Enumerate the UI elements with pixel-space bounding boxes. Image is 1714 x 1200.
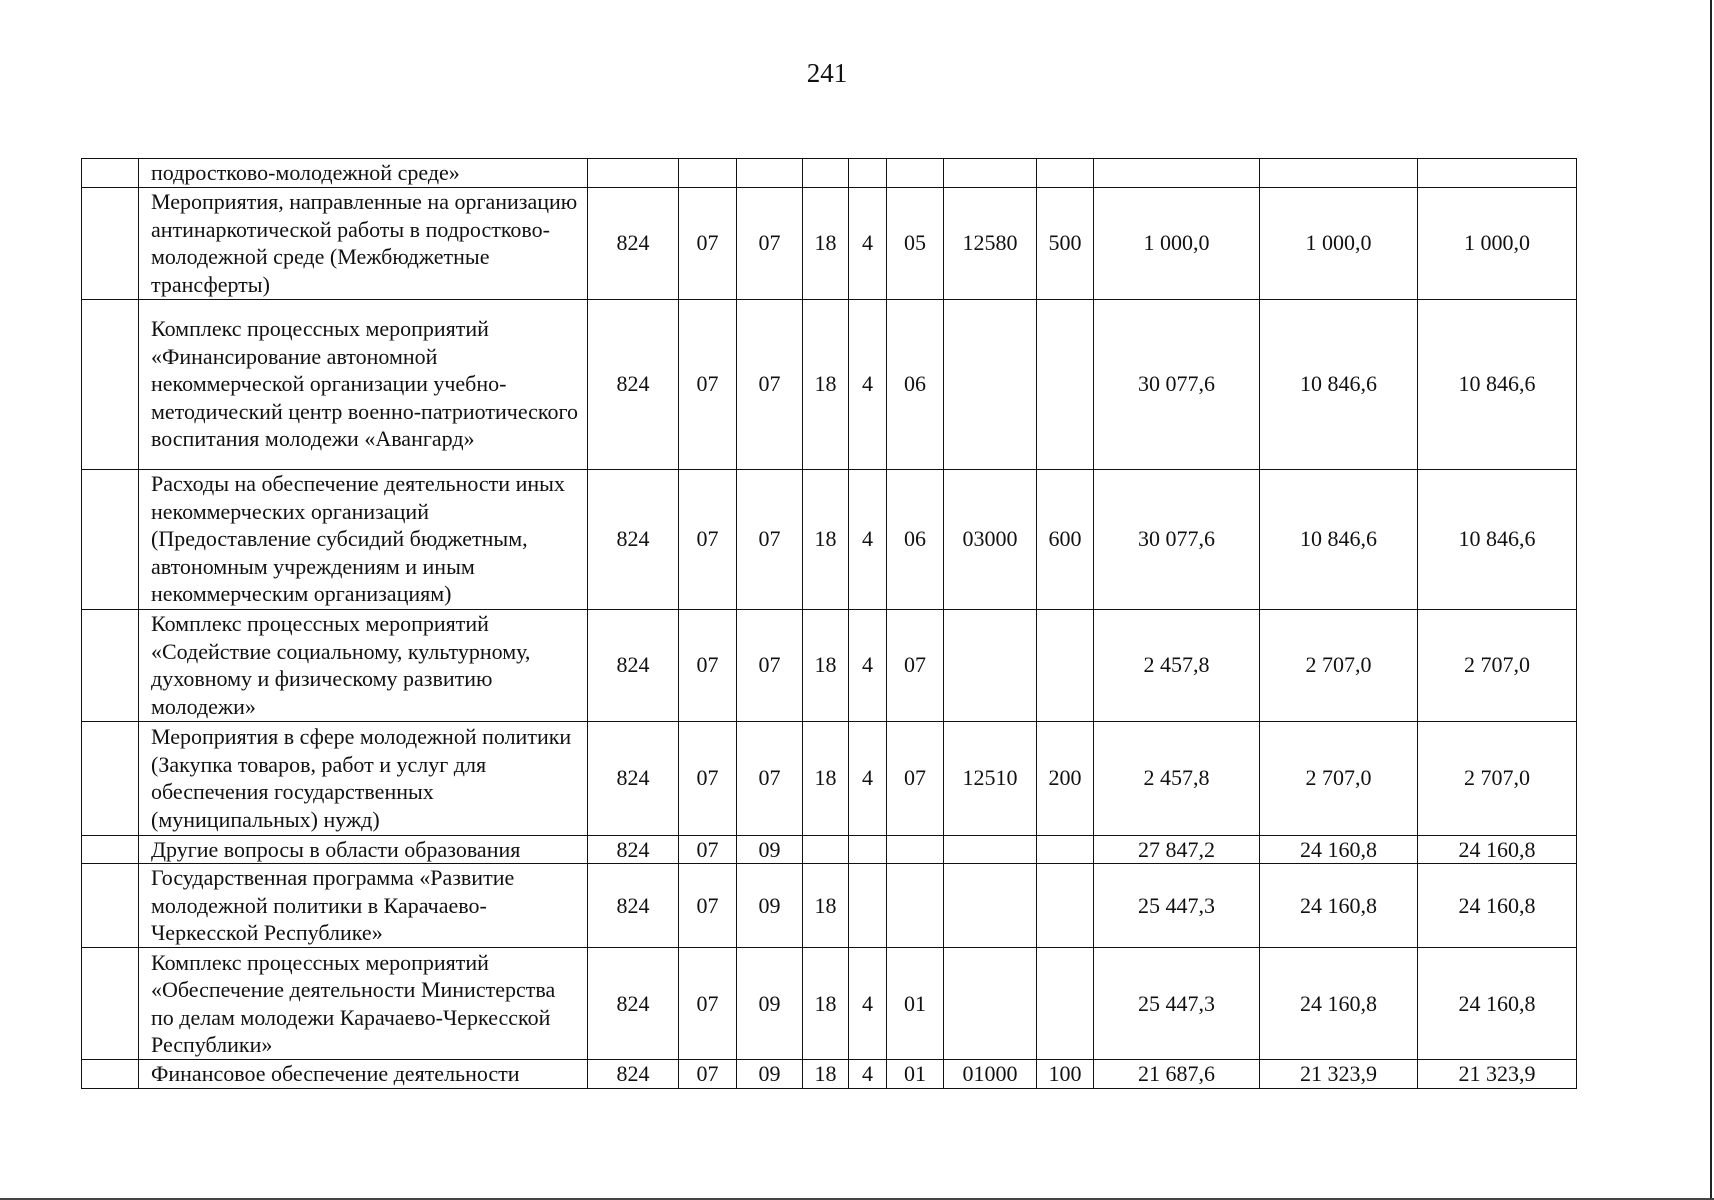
code-direction: 12580 bbox=[944, 187, 1037, 299]
code-subsection: 07 bbox=[737, 469, 803, 609]
table-row bbox=[82, 299, 1577, 469]
code-program: 18 bbox=[803, 864, 849, 948]
budget-table bbox=[81, 158, 1577, 1089]
code-subsection bbox=[737, 159, 803, 188]
code-ministry: 824 bbox=[588, 721, 679, 835]
code-direction: 12510 bbox=[944, 721, 1037, 835]
amount-year-1: 2 457,8 bbox=[1094, 721, 1260, 835]
row-name: Мероприятия, направленные на организацию антинаркотической работы в подростково-молодежной среде (Межбюджетные трансферты) bbox=[139, 187, 588, 299]
row-number-cell bbox=[82, 1060, 139, 1089]
code-program: 18 bbox=[803, 299, 849, 469]
code-ministry: 824 bbox=[588, 864, 679, 948]
amount-year-2: 10 846,6 bbox=[1260, 299, 1418, 469]
table-row bbox=[82, 835, 1577, 864]
amount-year-1: 25 447,3 bbox=[1094, 948, 1260, 1060]
row-name: Расходы на обеспечение деятельности иных некоммерческих организаций (Предоставление субсидий бюджетным, автономным учреждениям и иным некоммерческим организациям) bbox=[139, 469, 588, 609]
code-subprogram bbox=[849, 864, 887, 948]
code-expense-type: 100 bbox=[1037, 1060, 1094, 1089]
amount-year-2: 24 160,8 bbox=[1260, 948, 1418, 1060]
amount-year-2: 24 160,8 bbox=[1260, 835, 1418, 864]
code-direction bbox=[944, 609, 1037, 721]
code-activity: 05 bbox=[887, 187, 944, 299]
code-subprogram: 4 bbox=[849, 469, 887, 609]
code-ministry: 824 bbox=[588, 609, 679, 721]
code-program: 18 bbox=[803, 469, 849, 609]
code-expense-type bbox=[1037, 159, 1094, 188]
code-direction bbox=[944, 299, 1037, 469]
code-program bbox=[803, 835, 849, 864]
code-subsection: 07 bbox=[737, 299, 803, 469]
row-number-cell bbox=[82, 609, 139, 721]
amount-year-3: 1 000,0 bbox=[1418, 187, 1577, 299]
code-ministry bbox=[588, 159, 679, 188]
code-program: 18 bbox=[803, 721, 849, 835]
table-row bbox=[82, 721, 1577, 835]
row-number-cell bbox=[82, 159, 139, 188]
amount-year-1: 30 077,6 bbox=[1094, 469, 1260, 609]
row-name: Другие вопросы в области образования bbox=[139, 835, 588, 864]
amount-year-3 bbox=[1418, 159, 1577, 188]
code-ministry: 824 bbox=[588, 1060, 679, 1089]
table-row bbox=[82, 1060, 1577, 1089]
code-expense-type: 500 bbox=[1037, 187, 1094, 299]
code-activity: 06 bbox=[887, 469, 944, 609]
code-subprogram: 4 bbox=[849, 299, 887, 469]
code-subsection: 09 bbox=[737, 864, 803, 948]
code-expense-type: 200 bbox=[1037, 721, 1094, 835]
row-name: Комплекс процессных мероприятий «Обеспечение деятельности Министерства по делам молодежи Карачаево-Черкесской Республики» bbox=[139, 948, 588, 1060]
code-direction bbox=[944, 835, 1037, 864]
code-program: 18 bbox=[803, 609, 849, 721]
row-name: Финансовое обеспечение деятельности bbox=[139, 1060, 588, 1089]
page-number: 241 bbox=[806, 58, 848, 88]
code-activity bbox=[887, 864, 944, 948]
code-subsection: 07 bbox=[737, 609, 803, 721]
code-program: 18 bbox=[803, 1060, 849, 1089]
table-row bbox=[82, 469, 1577, 609]
table-row bbox=[82, 864, 1577, 948]
code-section: 07 bbox=[679, 609, 737, 721]
code-activity: 07 bbox=[887, 721, 944, 835]
amount-year-2: 10 846,6 bbox=[1260, 469, 1418, 609]
code-activity: 01 bbox=[887, 1060, 944, 1089]
code-expense-type bbox=[1037, 948, 1094, 1060]
code-section: 07 bbox=[679, 299, 737, 469]
code-subprogram: 4 bbox=[849, 187, 887, 299]
code-section: 07 bbox=[679, 469, 737, 609]
code-section: 07 bbox=[679, 835, 737, 864]
code-subsection: 07 bbox=[737, 187, 803, 299]
code-program bbox=[803, 159, 849, 188]
code-direction bbox=[944, 864, 1037, 948]
row-name: Государственная программа «Развитие молодежной политики в Карачаево-Черкесской Республике» bbox=[139, 864, 588, 948]
code-section: 07 bbox=[679, 948, 737, 1060]
row-number-cell bbox=[82, 864, 139, 948]
row-name: Комплекс процессных мероприятий «Содействие социальному, культурному, духовному и физическому развитию молодежи» bbox=[139, 609, 588, 721]
amount-year-1 bbox=[1094, 159, 1260, 188]
amount-year-3: 24 160,8 bbox=[1418, 864, 1577, 948]
code-direction: 03000 bbox=[944, 469, 1037, 609]
code-expense-type: 600 bbox=[1037, 469, 1094, 609]
amount-year-1: 21 687,6 bbox=[1094, 1060, 1260, 1089]
table-body bbox=[82, 159, 1577, 1089]
code-subprogram: 4 bbox=[849, 948, 887, 1060]
amount-year-1: 2 457,8 bbox=[1094, 609, 1260, 721]
code-ministry: 824 bbox=[588, 187, 679, 299]
code-direction bbox=[944, 948, 1037, 1060]
row-name: Мероприятия в сфере молодежной политики (Закупка товаров, работ и услуг для обеспечения государственных (муниципальных) нужд) bbox=[139, 721, 588, 835]
amount-year-2: 24 160,8 bbox=[1260, 864, 1418, 948]
amount-year-3: 2 707,0 bbox=[1418, 721, 1577, 835]
code-subprogram: 4 bbox=[849, 721, 887, 835]
code-subprogram: 4 bbox=[849, 1060, 887, 1089]
code-section: 07 bbox=[679, 187, 737, 299]
code-section: 07 bbox=[679, 864, 737, 948]
amount-year-3: 21 323,9 bbox=[1418, 1060, 1577, 1089]
code-subsection: 07 bbox=[737, 721, 803, 835]
code-section: 07 bbox=[679, 1060, 737, 1089]
code-direction bbox=[944, 159, 1037, 188]
code-ministry: 824 bbox=[588, 469, 679, 609]
code-subprogram: 4 bbox=[849, 609, 887, 721]
amount-year-3: 24 160,8 bbox=[1418, 948, 1577, 1060]
amount-year-1: 1 000,0 bbox=[1094, 187, 1260, 299]
row-number-cell bbox=[82, 299, 139, 469]
table-row bbox=[82, 609, 1577, 721]
code-subprogram bbox=[849, 159, 887, 188]
code-subsection: 09 bbox=[737, 1060, 803, 1089]
amount-year-3: 2 707,0 bbox=[1418, 609, 1577, 721]
scan-edge-right bbox=[1710, 0, 1712, 1200]
code-activity bbox=[887, 835, 944, 864]
amount-year-2: 21 323,9 bbox=[1260, 1060, 1418, 1089]
amount-year-3: 10 846,6 bbox=[1418, 299, 1577, 469]
amount-year-1: 27 847,2 bbox=[1094, 835, 1260, 864]
row-number-cell bbox=[82, 187, 139, 299]
code-subsection: 09 bbox=[737, 948, 803, 1060]
amount-year-2: 1 000,0 bbox=[1260, 187, 1418, 299]
table-row bbox=[82, 948, 1577, 1060]
amount-year-2: 2 707,0 bbox=[1260, 721, 1418, 835]
row-number-cell bbox=[82, 948, 139, 1060]
code-ministry: 824 bbox=[588, 299, 679, 469]
table-row bbox=[82, 187, 1577, 299]
amount-year-2 bbox=[1260, 159, 1418, 188]
code-activity: 01 bbox=[887, 948, 944, 1060]
code-subsection: 09 bbox=[737, 835, 803, 864]
row-number-cell bbox=[82, 469, 139, 609]
code-expense-type bbox=[1037, 864, 1094, 948]
table-row bbox=[82, 159, 1577, 188]
code-section bbox=[679, 159, 737, 188]
row-number-cell bbox=[82, 835, 139, 864]
code-subprogram bbox=[849, 835, 887, 864]
code-ministry: 824 bbox=[588, 948, 679, 1060]
code-direction: 01000 bbox=[944, 1060, 1037, 1089]
code-activity bbox=[887, 159, 944, 188]
amount-year-3: 24 160,8 bbox=[1418, 835, 1577, 864]
code-activity: 07 bbox=[887, 609, 944, 721]
row-number-cell bbox=[82, 721, 139, 835]
amount-year-2: 2 707,0 bbox=[1260, 609, 1418, 721]
code-expense-type bbox=[1037, 835, 1094, 864]
code-expense-type bbox=[1037, 299, 1094, 469]
amount-year-1: 30 077,6 bbox=[1094, 299, 1260, 469]
row-name: Комплекс процессных мероприятий «Финансирование автономной некоммерческой организации учебно-методический центр военно-патриотического воспитания молодежи «Авангард» bbox=[139, 299, 588, 469]
code-activity: 06 bbox=[887, 299, 944, 469]
code-expense-type bbox=[1037, 609, 1094, 721]
code-program: 18 bbox=[803, 187, 849, 299]
amount-year-1: 25 447,3 bbox=[1094, 864, 1260, 948]
code-section: 07 bbox=[679, 721, 737, 835]
code-program: 18 bbox=[803, 948, 849, 1060]
amount-year-3: 10 846,6 bbox=[1418, 469, 1577, 609]
row-name: подростково-молодежной среде» bbox=[139, 159, 588, 188]
code-ministry: 824 bbox=[588, 835, 679, 864]
